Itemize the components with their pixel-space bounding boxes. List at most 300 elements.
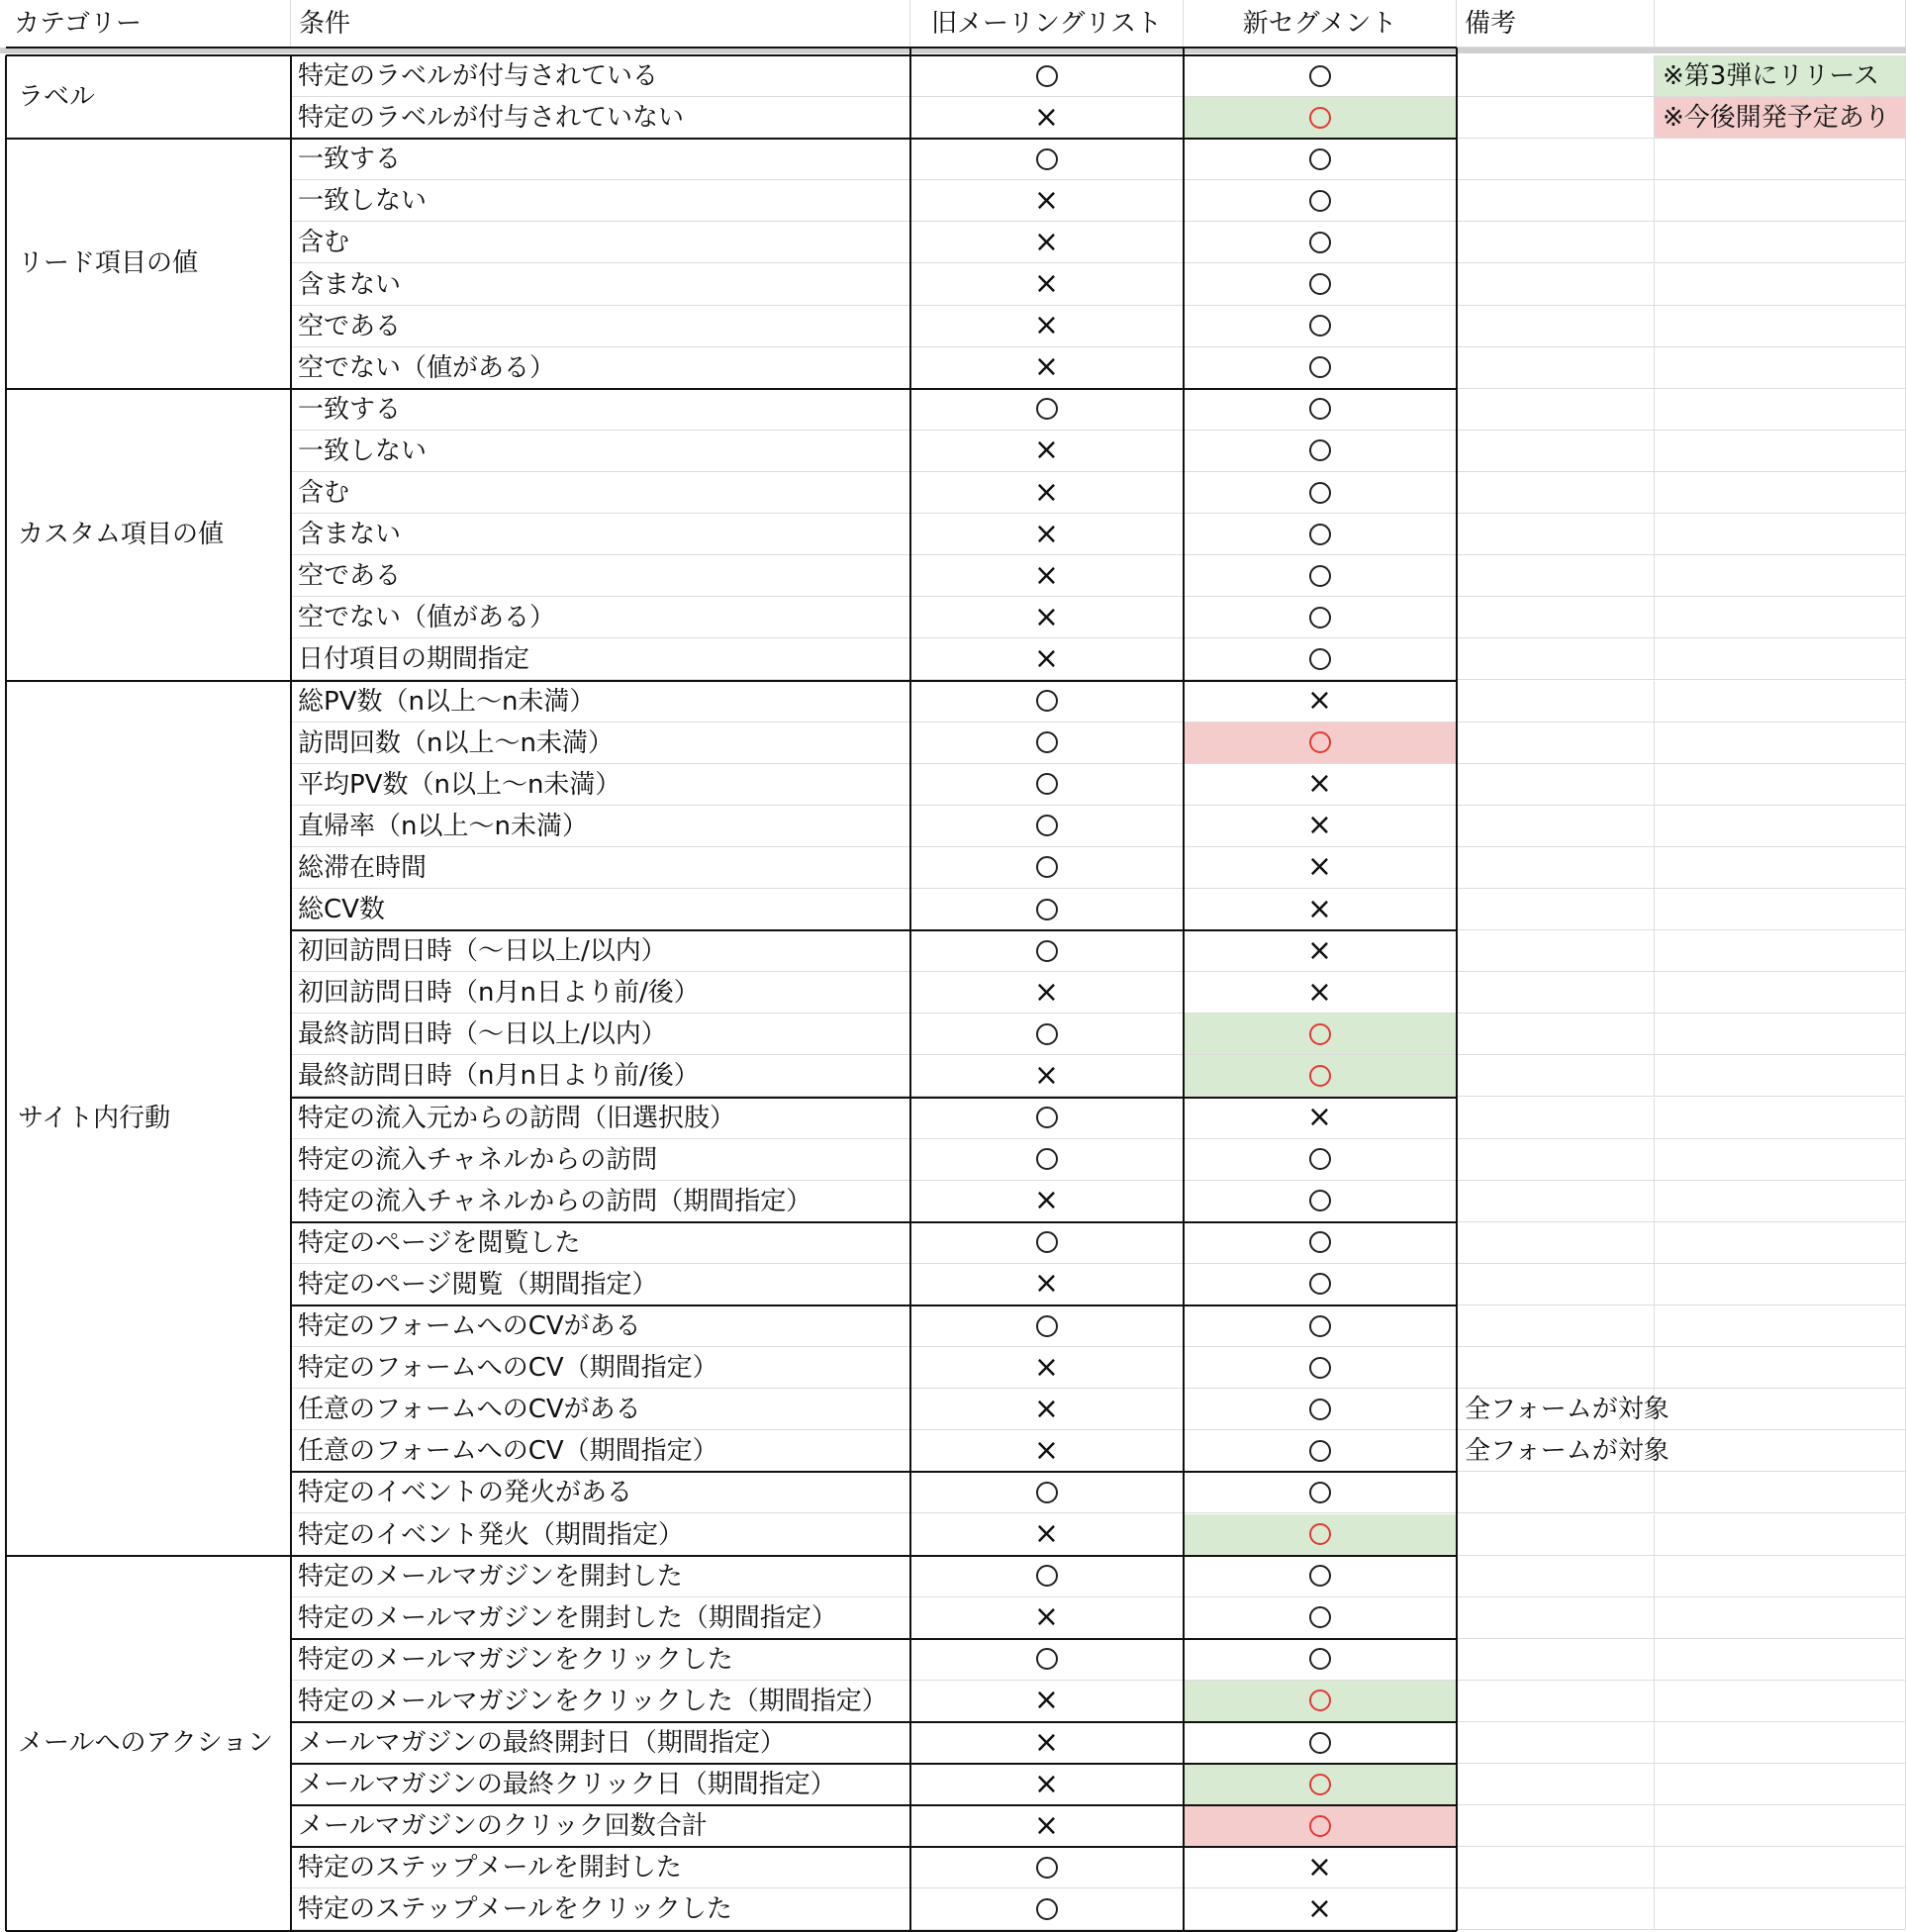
- old-status-cell[interactable]: [910, 1055, 1184, 1097]
- group-separator: [291, 1097, 1457, 1099]
- condition-cell[interactable]: 空でない（値がある）: [291, 597, 910, 638]
- old-status-cell[interactable]: [910, 472, 1184, 514]
- new-status-cell[interactable]: [1184, 681, 1457, 723]
- circle-mark-icon: [1309, 1190, 1331, 1211]
- new-status-cell[interactable]: [1184, 1639, 1457, 1681]
- new-status-cell[interactable]: [1184, 1014, 1457, 1055]
- new-status-cell[interactable]: [1184, 597, 1457, 638]
- circle-mark-icon: [1309, 1273, 1331, 1295]
- new-status-cell[interactable]: [1184, 1722, 1457, 1764]
- condition-cell[interactable]: 特定のイベントの発火がある: [291, 1472, 910, 1513]
- circle-mark-icon: [1309, 1399, 1331, 1420]
- old-status-cell[interactable]: [910, 1181, 1184, 1222]
- extra-cell[interactable]: [1655, 972, 1906, 1014]
- old-status-cell[interactable]: [910, 431, 1184, 472]
- remarks-cell[interactable]: [1457, 1181, 1655, 1222]
- extra-cell[interactable]: [1655, 1347, 1906, 1389]
- old-status-cell[interactable]: [910, 1014, 1184, 1055]
- new-status-cell[interactable]: [1184, 1389, 1457, 1430]
- remarks-cell[interactable]: [1457, 930, 1655, 972]
- header-bottom-border: [6, 47, 1457, 48]
- new-status-cell[interactable]: [1184, 389, 1457, 431]
- condition-cell[interactable]: 直帰率（n以上〜n未満）: [291, 806, 910, 847]
- column-header-new[interactable]: 新セグメント: [1184, 0, 1457, 48]
- cross-mark-icon: ×: [1033, 266, 1060, 302]
- condition-cell[interactable]: 特定のフォームへのCVがある: [291, 1305, 910, 1347]
- condition-cell[interactable]: 総PV数（n以上〜n未満）: [291, 681, 910, 723]
- remarks-cell[interactable]: [1457, 681, 1655, 723]
- cross-mark-icon: ×: [1033, 640, 1060, 676]
- group-separator: [291, 1721, 1457, 1723]
- old-status-cell[interactable]: [910, 1847, 1184, 1888]
- old-status-cell[interactable]: [910, 1805, 1184, 1847]
- old-status-cell[interactable]: [910, 264, 1184, 306]
- new-status-cell[interactable]: [1184, 1264, 1457, 1305]
- circle-mark-icon: [1309, 1523, 1331, 1545]
- extra-cell[interactable]: [1655, 306, 1906, 347]
- extra-cell[interactable]: [1655, 431, 1906, 472]
- category-label: サイト内行動: [18, 1103, 171, 1133]
- old-status-cell[interactable]: [910, 1639, 1184, 1681]
- remarks-cell[interactable]: [1457, 806, 1655, 847]
- condition-cell[interactable]: 初回訪問日時（〜日以上/以内）: [291, 930, 910, 972]
- cross-mark-icon: ×: [1306, 808, 1333, 843]
- column-header-remarks[interactable]: 備考: [1457, 0, 1655, 48]
- condition-cell[interactable]: 含まない: [291, 514, 910, 555]
- column-header-old[interactable]: 旧メーリングリスト: [910, 0, 1184, 48]
- extra-cell[interactable]: [1655, 1639, 1906, 1681]
- remarks-cell[interactable]: [1457, 347, 1655, 389]
- cross-mark-icon: ×: [1033, 1516, 1060, 1552]
- extra-cell[interactable]: [1655, 139, 1906, 180]
- condition-cell[interactable]: 特定のメールマガジンを開封した: [291, 1556, 910, 1597]
- condition-cell[interactable]: 一致する: [291, 389, 910, 431]
- old-status-cell[interactable]: [910, 1888, 1184, 1930]
- cross-mark-icon: ×: [1033, 1183, 1060, 1218]
- old-status-cell[interactable]: [910, 1305, 1184, 1347]
- extra-cell[interactable]: [1655, 1597, 1906, 1639]
- old-status-cell[interactable]: [910, 347, 1184, 389]
- condition-cell[interactable]: 一致しない: [291, 180, 910, 222]
- extra-cell[interactable]: [1655, 889, 1906, 930]
- category-cell[interactable]: [6, 389, 291, 681]
- condition-cell[interactable]: 任意のフォームへのCV（期間指定）: [291, 1430, 910, 1472]
- old-status-cell[interactable]: [910, 1264, 1184, 1305]
- circle-mark-icon: [1309, 1315, 1331, 1337]
- old-status-cell[interactable]: [910, 97, 1184, 139]
- old-status-cell[interactable]: [910, 930, 1184, 972]
- column-header-category[interactable]: カテゴリー: [6, 0, 291, 48]
- old-status-cell[interactable]: [910, 1681, 1184, 1722]
- condition-cell[interactable]: メールマガジンのクリック回数合計: [291, 1805, 910, 1847]
- group-separator: [291, 1555, 1457, 1557]
- extra-cell[interactable]: [1655, 389, 1906, 431]
- old-status-cell[interactable]: [910, 1139, 1184, 1181]
- remarks-cell[interactable]: [1457, 514, 1655, 555]
- condition-cell[interactable]: 特定のフォームへのCV（期間指定）: [291, 1347, 910, 1389]
- remarks-cell[interactable]: [1457, 431, 1655, 472]
- remarks-cell[interactable]: [1457, 472, 1655, 514]
- new-status-cell[interactable]: [1184, 889, 1457, 930]
- new-status-cell[interactable]: [1184, 1139, 1457, 1181]
- cross-mark-icon: ×: [1306, 1849, 1333, 1884]
- extra-cell[interactable]: [1655, 555, 1906, 597]
- circle-mark-icon: [1309, 1774, 1331, 1795]
- condition-cell[interactable]: 空でない（値がある）: [291, 347, 910, 389]
- new-status-cell[interactable]: [1184, 1764, 1457, 1805]
- category-cell[interactable]: [6, 1556, 291, 1931]
- extra-cell[interactable]: [1655, 1098, 1906, 1139]
- remarks-cell[interactable]: [1457, 1764, 1655, 1805]
- extra-cell[interactable]: [1655, 1888, 1906, 1930]
- circle-mark-icon: [1036, 1857, 1058, 1879]
- new-status-cell[interactable]: [1184, 180, 1457, 222]
- cross-mark-icon: ×: [1033, 974, 1060, 1010]
- cross-mark-icon: ×: [1033, 1349, 1060, 1385]
- old-status-cell[interactable]: [910, 723, 1184, 764]
- new-status-cell[interactable]: [1184, 555, 1457, 597]
- remarks-cell[interactable]: [1457, 597, 1655, 638]
- remarks-cell[interactable]: [1457, 97, 1655, 139]
- remarks-cell[interactable]: [1457, 889, 1655, 930]
- new-status-cell[interactable]: [1184, 1305, 1457, 1347]
- group-separator: [291, 1638, 1457, 1640]
- condition-cell[interactable]: 特定の流入チャネルからの訪問（期間指定）: [291, 1181, 910, 1222]
- condition-cell[interactable]: 特定の流入チャネルからの訪問: [291, 1139, 910, 1181]
- new-status-cell[interactable]: [1184, 222, 1457, 263]
- extra-cell[interactable]: [1655, 1014, 1906, 1055]
- new-status-cell[interactable]: [1184, 723, 1457, 764]
- extra-cell[interactable]: [1655, 1222, 1906, 1264]
- old-status-cell[interactable]: [910, 681, 1184, 723]
- new-status-cell[interactable]: [1184, 139, 1457, 180]
- category-cell[interactable]: [6, 681, 291, 1556]
- group-separator: [291, 388, 1457, 390]
- new-status-cell[interactable]: [1184, 472, 1457, 514]
- group-separator: [291, 929, 1457, 931]
- remarks-cell[interactable]: [1457, 1305, 1655, 1347]
- new-status-cell[interactable]: [1184, 514, 1457, 555]
- old-status-cell[interactable]: [910, 638, 1184, 680]
- old-status-cell[interactable]: [910, 1597, 1184, 1639]
- cross-mark-icon: ×: [1033, 557, 1060, 593]
- old-status-cell[interactable]: [910, 1556, 1184, 1597]
- extra-cell[interactable]: [1655, 681, 1906, 723]
- condition-cell[interactable]: 最終訪問日時（n月n日より前/後）: [291, 1055, 910, 1097]
- extra-cell[interactable]: [1655, 1430, 1906, 1472]
- circle-mark-icon: [1309, 1065, 1331, 1087]
- extra-cell[interactable]: [1655, 1514, 1906, 1556]
- circle-mark-icon: [1309, 190, 1331, 212]
- cross-mark-icon: ×: [1033, 1391, 1060, 1426]
- extra-cell[interactable]: [1655, 1472, 1906, 1513]
- extra-cell[interactable]: [1655, 1764, 1906, 1805]
- circle-mark-icon: [1309, 107, 1331, 129]
- remarks-cell[interactable]: [1457, 55, 1655, 97]
- extra-cell[interactable]: [1655, 472, 1906, 514]
- circle-mark-icon: [1036, 690, 1058, 712]
- extra-cell[interactable]: [1655, 1181, 1906, 1222]
- extra-cell[interactable]: [1655, 1389, 1906, 1430]
- remarks-cell[interactable]: [1457, 555, 1655, 597]
- old-status-cell[interactable]: [910, 306, 1184, 347]
- old-status-cell[interactable]: [910, 389, 1184, 431]
- remarks-cell[interactable]: [1457, 222, 1655, 263]
- condition-cell[interactable]: 最終訪問日時（〜日以上/以内）: [291, 1014, 910, 1055]
- group-separator: [291, 1471, 1457, 1473]
- remarks-cell[interactable]: [1457, 1139, 1655, 1181]
- extra-cell[interactable]: [1655, 723, 1906, 764]
- new-status-cell[interactable]: [1184, 847, 1457, 889]
- remarks-cell[interactable]: [1457, 1098, 1655, 1139]
- cross-mark-icon: ×: [1033, 1599, 1060, 1635]
- new-status-cell[interactable]: [1184, 1472, 1457, 1513]
- old-status-cell[interactable]: [910, 139, 1184, 180]
- new-status-cell[interactable]: [1184, 1098, 1457, 1139]
- new-status-cell[interactable]: [1184, 306, 1457, 347]
- group-separator: [291, 1804, 1457, 1806]
- condition-cell[interactable]: 特定のメールマガジンをクリックした: [291, 1639, 910, 1681]
- extra-cell[interactable]: [1655, 1305, 1906, 1347]
- condition-cell[interactable]: メールマガジンの最終開封日（期間指定）: [291, 1722, 910, 1764]
- category-cell[interactable]: [6, 139, 291, 389]
- cross-mark-icon: ×: [1306, 932, 1333, 968]
- condition-cell[interactable]: 平均PV数（n以上〜n未満）: [291, 764, 910, 806]
- remarks-cell[interactable]: [1457, 1639, 1655, 1681]
- extra-cell[interactable]: [1655, 1055, 1906, 1097]
- new-status-cell[interactable]: [1184, 97, 1457, 139]
- condition-cell[interactable]: 特定のメールマガジンをクリックした（期間指定）: [291, 1681, 910, 1722]
- circle-mark-icon: [1309, 1648, 1331, 1670]
- old-status-cell[interactable]: [910, 597, 1184, 638]
- new-status-cell[interactable]: [1184, 806, 1457, 847]
- condition-cell[interactable]: 初回訪問日時（n月n日より前/後）: [291, 972, 910, 1014]
- old-status-cell[interactable]: [910, 514, 1184, 555]
- condition-cell[interactable]: 特定のラベルが付与されている: [291, 55, 910, 97]
- cross-mark-icon: ×: [1306, 1100, 1333, 1135]
- extra-cell[interactable]: [1655, 222, 1906, 263]
- old-status-cell[interactable]: [910, 972, 1184, 1014]
- cross-mark-icon: ×: [1306, 766, 1333, 802]
- cross-mark-icon: ×: [1033, 224, 1060, 259]
- column-header-condition[interactable]: 条件: [291, 0, 910, 48]
- category-label: リード項目の値: [18, 248, 199, 279]
- remarks-cell[interactable]: [1457, 1556, 1655, 1597]
- old-status-cell[interactable]: [910, 847, 1184, 889]
- extra-cell[interactable]: [1655, 1681, 1906, 1722]
- circle-mark-icon: [1309, 65, 1331, 87]
- remarks-cell[interactable]: [1457, 1722, 1655, 1764]
- new-status-cell[interactable]: [1184, 1681, 1457, 1722]
- remarks-cell[interactable]: [1457, 1055, 1655, 1097]
- extra-cell[interactable]: [1655, 1139, 1906, 1181]
- table-vertical-border: [5, 55, 7, 1931]
- remarks-cell[interactable]: [1457, 972, 1655, 1014]
- remarks-cell[interactable]: [1457, 1014, 1655, 1055]
- remarks-cell[interactable]: [1457, 1347, 1655, 1389]
- new-status-cell[interactable]: [1184, 431, 1457, 472]
- new-status-cell[interactable]: [1184, 1514, 1457, 1556]
- condition-cell[interactable]: メールマガジンの最終クリック日（期間指定）: [291, 1764, 910, 1805]
- condition-cell[interactable]: 訪問回数（n以上〜n未満）: [291, 723, 910, 764]
- new-status-cell[interactable]: [1184, 972, 1457, 1014]
- extra-cell[interactable]: [1655, 597, 1906, 638]
- cross-mark-icon: ×: [1306, 891, 1333, 926]
- condition-cell[interactable]: 特定のメールマガジンを開封した（期間指定）: [291, 1597, 910, 1639]
- remarks-cell[interactable]: [1457, 1222, 1655, 1264]
- extra-cell[interactable]: [1655, 847, 1906, 889]
- remarks-cell[interactable]: [1457, 1472, 1655, 1513]
- table-vertical-border: [909, 48, 911, 1931]
- remarks-cell[interactable]: [1457, 1514, 1655, 1556]
- old-status-cell[interactable]: [910, 1222, 1184, 1264]
- condition-cell[interactable]: 特定のステップメールを開封した: [291, 1847, 910, 1888]
- extra-cell[interactable]: [1655, 764, 1906, 806]
- condition-cell[interactable]: 総滞在時間: [291, 847, 910, 889]
- condition-cell[interactable]: 特定の流入元からの訪問（旧選択肢）: [291, 1098, 910, 1139]
- new-status-cell[interactable]: [1184, 764, 1457, 806]
- old-status-cell[interactable]: [910, 806, 1184, 847]
- old-status-cell[interactable]: [910, 1764, 1184, 1805]
- condition-cell[interactable]: 空である: [291, 306, 910, 347]
- remarks-cell[interactable]: 全フォームが対象: [1457, 1430, 1655, 1472]
- new-status-cell[interactable]: [1184, 1888, 1457, 1930]
- circle-mark-icon: [1309, 1357, 1331, 1379]
- circle-mark-icon: [1309, 1482, 1331, 1503]
- legend-released[interactable]: ※第3弾にリリース: [1655, 55, 1906, 97]
- new-status-cell[interactable]: [1184, 638, 1457, 680]
- condition-cell[interactable]: 特定のステップメールをクリックした: [291, 1888, 910, 1930]
- circle-mark-icon: [1309, 1148, 1331, 1170]
- remarks-cell[interactable]: [1457, 847, 1655, 889]
- new-status-cell[interactable]: [1184, 1847, 1457, 1888]
- remarks-cell[interactable]: [1457, 389, 1655, 431]
- remarks-cell[interactable]: [1457, 1597, 1655, 1639]
- new-status-cell[interactable]: [1184, 1055, 1457, 1097]
- new-status-cell[interactable]: [1184, 347, 1457, 389]
- new-status-cell[interactable]: [1184, 1347, 1457, 1389]
- condition-cell[interactable]: 空である: [291, 555, 910, 597]
- new-status-cell[interactable]: [1184, 930, 1457, 972]
- old-status-cell[interactable]: [910, 764, 1184, 806]
- circle-mark-icon: [1036, 65, 1058, 87]
- old-status-cell[interactable]: [910, 55, 1184, 97]
- extra-cell[interactable]: [1655, 1556, 1906, 1597]
- new-status-cell[interactable]: [1184, 1805, 1457, 1847]
- column-header-empty[interactable]: [1655, 0, 1906, 48]
- cross-mark-icon: ×: [1033, 1766, 1060, 1801]
- remarks-cell[interactable]: [1457, 264, 1655, 306]
- new-status-cell[interactable]: [1184, 1181, 1457, 1222]
- circle-mark-icon: [1309, 524, 1331, 545]
- circle-mark-icon: [1036, 899, 1058, 920]
- new-status-cell[interactable]: [1184, 1222, 1457, 1264]
- new-status-cell[interactable]: [1184, 1430, 1457, 1472]
- circle-mark-icon: [1309, 1231, 1331, 1253]
- cross-mark-icon: ×: [1033, 516, 1060, 551]
- extra-cell[interactable]: [1655, 930, 1906, 972]
- circle-mark-icon: [1036, 1107, 1058, 1128]
- remarks-cell[interactable]: [1457, 1264, 1655, 1305]
- old-status-cell[interactable]: [910, 1098, 1184, 1139]
- new-status-cell[interactable]: [1184, 55, 1457, 97]
- condition-cell[interactable]: 一致しない: [291, 431, 910, 472]
- cross-mark-icon: ×: [1306, 683, 1333, 719]
- condition-cell[interactable]: 総CV数: [291, 889, 910, 930]
- extra-cell[interactable]: [1655, 638, 1906, 680]
- condition-cell[interactable]: 任意のフォームへのCVがある: [291, 1389, 910, 1430]
- condition-cell[interactable]: 含まない: [291, 264, 910, 306]
- new-status-cell[interactable]: [1184, 1597, 1457, 1639]
- old-status-cell[interactable]: [910, 889, 1184, 930]
- extra-cell[interactable]: [1655, 264, 1906, 306]
- extra-cell[interactable]: [1655, 180, 1906, 222]
- condition-cell[interactable]: 特定のラベルが付与されていない: [291, 97, 910, 139]
- remarks-cell[interactable]: [1457, 1805, 1655, 1847]
- old-status-cell[interactable]: [910, 222, 1184, 263]
- cross-mark-icon: ×: [1306, 974, 1333, 1010]
- condition-cell[interactable]: 特定のイベント発火（期間指定）: [291, 1514, 910, 1556]
- condition-cell[interactable]: 日付項目の期間指定: [291, 638, 910, 680]
- condition-cell[interactable]: 含む: [291, 222, 910, 263]
- extra-cell[interactable]: [1655, 1264, 1906, 1305]
- old-status-cell[interactable]: [910, 1722, 1184, 1764]
- circle-mark-icon: [1036, 398, 1058, 420]
- remarks-cell[interactable]: [1457, 139, 1655, 180]
- condition-cell[interactable]: 一致する: [291, 139, 910, 180]
- extra-cell[interactable]: [1655, 1805, 1906, 1847]
- new-status-cell[interactable]: [1184, 1556, 1457, 1597]
- remarks-cell[interactable]: [1457, 764, 1655, 806]
- category-separator: [6, 54, 1457, 56]
- remarks-cell[interactable]: [1457, 180, 1655, 222]
- cross-mark-icon: ×: [1033, 1057, 1060, 1093]
- extra-cell[interactable]: [1655, 1847, 1906, 1888]
- old-status-cell[interactable]: [910, 1430, 1184, 1472]
- extra-cell[interactable]: [1655, 1722, 1906, 1764]
- old-status-cell[interactable]: [910, 1389, 1184, 1430]
- condition-cell[interactable]: 特定のページ閲覧（期間指定）: [291, 1264, 910, 1305]
- extra-cell[interactable]: [1655, 806, 1906, 847]
- cross-mark-icon: ×: [1033, 1807, 1060, 1843]
- old-status-cell[interactable]: [910, 1514, 1184, 1556]
- condition-cell[interactable]: 特定のページを閲覧した: [291, 1222, 910, 1264]
- group-separator: [291, 1304, 1457, 1306]
- remarks-cell[interactable]: [1457, 1888, 1655, 1930]
- circle-mark-icon: [1309, 1732, 1331, 1754]
- old-status-cell[interactable]: [910, 1347, 1184, 1389]
- extra-cell[interactable]: [1655, 347, 1906, 389]
- old-status-cell[interactable]: [910, 180, 1184, 222]
- cross-mark-icon: ×: [1033, 1724, 1060, 1760]
- circle-mark-icon: [1036, 731, 1058, 753]
- remarks-cell[interactable]: [1457, 638, 1655, 680]
- category-cell[interactable]: [6, 55, 291, 139]
- old-status-cell[interactable]: [910, 1472, 1184, 1513]
- condition-cell[interactable]: 含む: [291, 472, 910, 514]
- remarks-cell[interactable]: [1457, 1681, 1655, 1722]
- remarks-cell[interactable]: [1457, 723, 1655, 764]
- legend-planned[interactable]: ※今後開発予定あり: [1655, 97, 1906, 139]
- extra-cell[interactable]: [1655, 514, 1906, 555]
- remarks-cell[interactable]: 全フォームが対象: [1457, 1389, 1655, 1430]
- old-status-cell[interactable]: [910, 555, 1184, 597]
- circle-mark-icon: [1309, 148, 1331, 170]
- new-status-cell[interactable]: [1184, 264, 1457, 306]
- circle-mark-icon: [1309, 565, 1331, 587]
- remarks-cell[interactable]: [1457, 306, 1655, 347]
- remarks-cell[interactable]: [1457, 1847, 1655, 1888]
